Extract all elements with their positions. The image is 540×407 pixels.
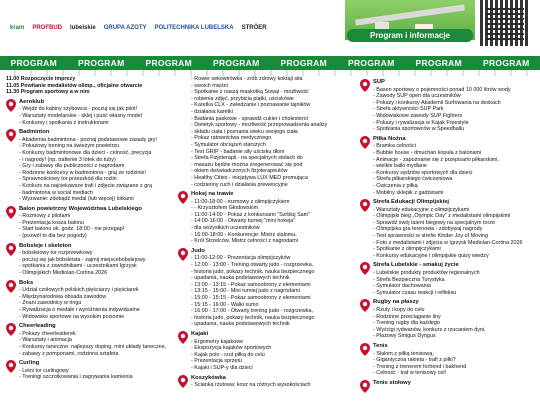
section-item: - Sprawnościowy tor przeszkód dla rozlin: [19, 176, 176, 183]
location-pin-icon: [360, 299, 370, 312]
section-item: - Trening rugby dla każdego: [373, 320, 536, 327]
section-item: - Rozmowy z pilotami: [19, 213, 176, 220]
section-item: - Plażowy Śmigus Dyngus: [373, 333, 536, 340]
section-item: - upadania, nauka podstawowych technik: [191, 275, 358, 282]
section-body: [373, 299, 536, 340]
section-item: - - Krzysztofem Głodowskim: [191, 205, 358, 212]
sponsor-logo: kram: [10, 25, 25, 31]
section-item: - historia judo, pokazy technik, nauka bezpiecznego: [191, 315, 358, 322]
program-bar-label: PROGRAM: [78, 58, 125, 68]
section-item: - Trening z trenerem forhend i bakhend: [373, 364, 536, 371]
section-title: Badminton: [19, 129, 50, 136]
section-item: - Warsztaty i animacja: [19, 337, 176, 344]
section-item: - Bubble house - dmuchan kopuła z balonami: [373, 150, 536, 157]
section-item: - spotkania z zawodnikami - uczestnikami Igrzysk: [19, 263, 176, 270]
section-item: - poczuj się jak bobsleista - zajmij miejscebobslejowy: [19, 257, 176, 264]
section-item: - Healthy Cities - inicjatywa LUX MED promująca: [191, 175, 358, 182]
section-item: - Widowiskowe zawody SUP Fighters: [373, 113, 536, 120]
section-title: Tenis stołowy: [373, 379, 411, 386]
section-item: - 16:00 - 17:00 - Otwarty trening judo - rozgrzewka,: [191, 308, 358, 315]
section-body: [19, 323, 176, 357]
section-item: - Król Strzelców, Mistrz celności z nagrodami: [191, 238, 358, 245]
section-item: - 14:00-16:00 - Otwarty turniej "mini hokeja": [191, 218, 358, 225]
program-column-1: [6, 76, 176, 381]
section-item: - Kajaki i SUP-y dla dzieci: [191, 365, 358, 372]
section-item: - Strefa Bezpieczna Turystyka: [373, 277, 536, 284]
section-item: - Ekspozycja kajaków sportowych: [191, 345, 358, 352]
section-item: - 12:00 - 13:00 - Trening otwarty judo - rozgrzewka,: [191, 262, 358, 269]
section-item: - historia judo, pokazy technik, nauka bezpiecznego: [191, 269, 358, 276]
section-title: Aeroklub: [19, 98, 45, 105]
section-body: [191, 248, 358, 328]
program-section: [360, 299, 536, 340]
location-pin-icon: [360, 343, 370, 356]
section-body: [373, 136, 536, 196]
location-pin-icon: [360, 262, 370, 275]
section-item: - Dietetyk sportowy - możliwość przeprowadzenia analizy: [191, 122, 358, 129]
section-item: - Test GRIP - badanie siły uścisku dłoni: [191, 149, 358, 156]
section-item: - Sprawdź swój talent biegowy na specjalnym torze: [373, 220, 536, 227]
sponsor-header: [0, 0, 540, 56]
section-item: - Konkursy i spotkania z instruktorami: [19, 120, 176, 127]
section-title: Boks: [19, 279, 34, 286]
program-section: [6, 360, 176, 381]
program-section: [6, 206, 176, 240]
map-road: [355, 4, 465, 25]
location-pin-icon: [178, 375, 188, 388]
section-body: [191, 191, 358, 245]
program-section: [178, 248, 358, 328]
section-item: - Widowisko sportowe na wysokim poziomie: [19, 314, 176, 321]
section-body: [373, 199, 536, 259]
location-pin-icon: [360, 79, 370, 92]
section-body: [19, 360, 176, 381]
section-body: [19, 280, 176, 321]
sponsor-logo: STRÖER: [241, 25, 267, 31]
program-column-2: [178, 76, 358, 389]
section-item: - Badania paskowe - sprawdź cukier i cholesterol: [191, 116, 358, 123]
intro-line: 11.05 Powitanie medalistów olimp., oficjalne otwarcie: [6, 82, 143, 89]
section-item: - Olimpijski bieg „Olympic Day" z medalistami olimpijskimi: [373, 213, 536, 220]
program-section: [6, 129, 176, 203]
section-item: - Pokazowy trening na świeżym powietrzu: [19, 143, 176, 150]
section-title: SUP: [373, 79, 385, 85]
section-item: - Spotkanie z olimpijczykami: [373, 246, 536, 253]
section-item: - Gigantyczna rakieta - trafi z piłki?: [373, 357, 536, 364]
section-body: [373, 380, 536, 388]
section-title: Balon powietrzny Województwa Lubelskiego: [19, 205, 142, 212]
section-item: - Symulator czasu reakcji i refleksu: [373, 290, 536, 297]
section-body: [373, 79, 536, 133]
program-bar-label: PROGRAM: [348, 58, 395, 68]
section-item: - robienia zdjęć, przybicia piątki, uściskówe: [191, 96, 358, 103]
section-item: - okiem doświadczonych fizjoterapeutów: [191, 168, 358, 175]
section-title: Curling: [19, 360, 40, 367]
section-item: - Mobilny sklepik z gadżetami: [373, 190, 536, 197]
program-section: [360, 79, 536, 133]
intro-line: 11.00 Rozpoczęcie imprezy: [6, 76, 76, 82]
section-item: - wielkie balki mydlane: [373, 163, 536, 170]
section-item: - Ergometry kajakowe: [191, 339, 358, 346]
section-item: - Kajak polo - rzut piłką do celu: [191, 352, 358, 359]
section-item: - Symulator obciążeń starszych: [191, 142, 358, 149]
program-section: [6, 243, 176, 277]
section-item: - Celność - traf w tenisowy cel!: [373, 370, 536, 377]
section-item: - Strefa piłkarskiego ćwiczeniowa: [373, 176, 536, 183]
section-item: - upadania, nauka podstawowych technik: [191, 321, 358, 328]
program-section: [178, 191, 358, 245]
section-title: Rugby na płaszy: [373, 299, 419, 306]
section-item: - Pokazy i rywalizacja w Kajak Freestyle: [373, 120, 536, 127]
location-pin-icon: [6, 360, 16, 373]
location-pin-icon: [360, 380, 370, 393]
section-title: Judo: [191, 247, 205, 254]
section-item: - działania karetki: [191, 109, 358, 116]
section-item: - Letni tor curlingowy: [19, 368, 176, 375]
section-item: - Zawody SUP open dla uczestników: [373, 93, 536, 100]
section-item: - Animacje - zapoznanie się z przepisami piłkarskimi,: [373, 157, 536, 164]
section-title: Cheerleading: [19, 323, 56, 330]
section-body: [373, 262, 536, 296]
section-item: - Rywalizacja o medale i wyróżnienia indywidualne: [19, 307, 176, 314]
section-item: - Karetka CLX - zwiedzanie i poznawanie tajników: [191, 102, 358, 109]
location-pin-icon: [6, 243, 16, 256]
program-bar-label: PROGRAM: [280, 58, 327, 68]
section-item: - Strefa Fizjoterapii - na specjalnych stołach do: [191, 155, 358, 162]
section-item: - Pokaz ratownictwa medycznego: [191, 135, 358, 142]
section-item: - Pokazy i konkursy Akademii Surfowania na deskach: [373, 100, 536, 107]
section-title: Bobsleje i skeleton: [19, 242, 72, 249]
section-item: - Prezentacja kosza balonu: [19, 220, 176, 227]
section-item: - Prezentacja sprzętu: [191, 358, 358, 365]
section-title: Kajaki: [191, 330, 209, 337]
section-item: - Wyścigi rydwanów, konkurs z rzucaniem dyni,: [373, 327, 536, 334]
location-pin-icon: [6, 206, 16, 219]
section-item: - Gry i zabawy dla publiczności z nagrodami: [19, 163, 176, 170]
section-item: - Olimpijskich Mediolan-Cortina 2026: [19, 270, 176, 277]
section-item: - Foto z medalistami i zdjęcia w Igrzysk Mediolan-Cortina 2026: [373, 240, 536, 247]
location-pin-icon: [6, 129, 16, 142]
sponsor-logo: PROFBUD: [32, 25, 63, 31]
program-section: [6, 280, 176, 321]
intro-list: [178, 76, 358, 188]
program-section: [360, 199, 536, 259]
sponsor-logos: [10, 0, 340, 52]
section-title: Strefa Lubelskie - smakuj życie: [373, 262, 459, 269]
section-item: - Konkursy badmintonowe dla dzieci - celność, precyzja: [19, 150, 176, 157]
section-item: - Lubelskie produkty produktów regionalnych: [373, 270, 536, 277]
section-item: - Akademia badmintona - poznaj podstawowe zasady gry!: [19, 137, 176, 144]
location-pin-icon: [360, 199, 370, 212]
program-info-button[interactable]: Program i informacje: [347, 29, 473, 42]
program-section: [360, 380, 536, 393]
sponsor-logo: lubelskie: [70, 25, 96, 31]
section-item: - Symulator dachowania: [373, 283, 536, 290]
section-title: Koszykówka: [191, 374, 226, 381]
section-item: - Pokazy cheerleaderek: [19, 331, 176, 338]
section-body: [373, 343, 536, 377]
program-section: [360, 343, 536, 377]
section-item: - składu ciała i poznania wieku swojego ciała: [191, 129, 358, 136]
program-column-3: [360, 76, 536, 393]
section-item: - codzienny ruch i działania prewencyjne: [191, 182, 358, 189]
section-item: - badmintona w social mediach: [19, 190, 176, 197]
program-section: [178, 375, 358, 389]
section-item: - Konkursy edukacyjne i olimpijskie quizy wiedzy: [373, 253, 536, 260]
section-body: [191, 375, 358, 389]
section-item: - Olimpijska gra terenowa - zdobywaj nagrody: [373, 226, 536, 233]
section-item: - Wejdź do kabiny szybowca - poczuj się jak pilot!: [19, 106, 176, 113]
section-item: - Warsztaty modelarskie - sklej i puść własny model: [19, 113, 176, 120]
section-item: - 11:00-12:00 - Prezentacja olimpijczyków: [191, 255, 358, 262]
program-section: [6, 99, 176, 126]
section-item: - Basen sportowy o pojemności ponad 10 000 litrów wody: [373, 87, 536, 94]
location-pin-icon: [6, 99, 16, 112]
section-item: - 13:00 - 13:15 - Pokaz samoobrony z elementami: [191, 282, 358, 289]
section-item: - Slalom z piłką tenisową,: [373, 351, 536, 358]
program-bar-label: PROGRAM: [10, 58, 57, 68]
section-item: - Rower sekowirówka - zrób zdrowy koktajl siła: [191, 76, 358, 83]
section-item: - Treningi szczotkowania i zagrywania kamienia: [19, 374, 176, 381]
section-title: Tenis: [373, 342, 388, 349]
intro-line: 11.30 Program sportowy a w nim: [6, 89, 90, 96]
program-section: [6, 323, 176, 357]
section-body: [19, 99, 176, 126]
section-item: - swoich mięśni: [191, 83, 358, 90]
section-item: - Znani zawodnicy w ringu: [19, 300, 176, 307]
section-title: Hokej na trawie: [191, 191, 234, 198]
program-bar-label: PROGRAM: [415, 58, 462, 68]
section-item: - Warsztaty edukacyjne z olimpijczykami: [373, 207, 536, 214]
section-item: - Wyzwanie: zdobądź medal (lub więcej) lotkami: [19, 196, 176, 203]
section-item: - (pozwól to dla bez pogody): [19, 233, 176, 240]
section-item: - Rodzinne konkursy w badmintona - graj ze rodzinie!: [19, 170, 176, 177]
location-pin-icon: [178, 191, 188, 204]
section-title: Strefa Edukacji Olimpijskiej: [373, 199, 450, 206]
section-item: - 15:15 - 16:00 - Walki sumo: [191, 302, 358, 309]
section-item: - Start balonu ok. godz. 18:00 - nie przegap!: [19, 226, 176, 233]
section-item: - Ścianka rzutowa: kosz na różnych wysokościach: [191, 382, 358, 389]
program-bar: [0, 56, 540, 70]
section-item: - masażu będzie można zregenerować się pod: [191, 162, 358, 169]
program-section: [360, 136, 536, 196]
section-item: - Rzuty i kopy do celu: [373, 307, 536, 314]
section-item: - 11:00-18:00 - rozmowy z olimpijczykiem: [191, 199, 358, 206]
section-item: - 15:00 - 15:15 - Pokaz samoobrony z elementami: [191, 295, 358, 302]
section-item: - Konkursy taneczne: najlepszy doping, mini układy taneczne,: [19, 344, 176, 351]
location-pin-icon: [360, 136, 370, 149]
section-body: [19, 129, 176, 203]
section-item: - Ćwiczenia z piłką: [373, 183, 536, 190]
section-body: [19, 206, 176, 240]
section-item: - zabawy z pomponami, rodzinna sztafeta: [19, 351, 176, 358]
program-section: [178, 331, 358, 372]
section-item: - 16:00-18:00 - Konkurencje: Mistrz slalomu,: [191, 232, 358, 239]
section-title: Piłka Nożna: [373, 135, 406, 142]
section-item: - 13:15 - 15:00 - Mini turniej judo z nagrodami: [191, 288, 358, 295]
program-bar-label: PROGRAM: [145, 58, 192, 68]
section-item: - Strefa aktywności SUP Park: [373, 106, 536, 113]
location-pin-icon: [6, 280, 16, 293]
section-item: - Test sprawności w strefie Kinder Joy of Moving: [373, 233, 536, 240]
location-pin-icon: [178, 248, 188, 261]
sponsor-logo: POLITECHNIKA LUBELSKA: [154, 25, 234, 31]
section-item: - Bramka celności: [373, 143, 536, 150]
section-item: - Konkurs na najciekawsze trafi i zdjęcie związane z grą: [19, 183, 176, 190]
section-item: - Rodzinne przeciąganie liny: [373, 314, 536, 321]
section-item: - Spotkania sportowców w Speedballu: [373, 126, 536, 133]
section-item: - Międzynarodowa obsada zawodów: [19, 294, 176, 301]
section-item: - Konkursy sędziów sportowych dla dzieci: [373, 170, 536, 177]
section-item: - bobsleiowy tor rozprzewkowy: [19, 250, 176, 257]
qr-code: [480, 0, 530, 46]
program-bar-label: PROGRAM: [213, 58, 260, 68]
program-bar-label: PROGRAM: [483, 58, 530, 68]
location-pin-icon: [178, 331, 188, 344]
section-item: - i nagrody! (np. trafienie 3 lotek do tuby): [19, 157, 176, 164]
section-item: - dla wszystkich uczestników: [191, 225, 358, 232]
section-item: - 11:00-14:00 - Pokaz z konkursami "Szrbluj Sam": [191, 212, 358, 219]
sponsor-logo: GRUPA AZOTY: [103, 25, 147, 31]
section-item: - Spotkanie z naszą maskotką Sowąl - możliwość: [191, 89, 358, 96]
location-pin-icon: [6, 323, 16, 336]
section-item: - Udział czołowych polskich pięściarzy i pięściarek: [19, 287, 176, 294]
section-body: [191, 331, 358, 372]
program-section: [360, 262, 536, 296]
section-body: [19, 243, 176, 277]
